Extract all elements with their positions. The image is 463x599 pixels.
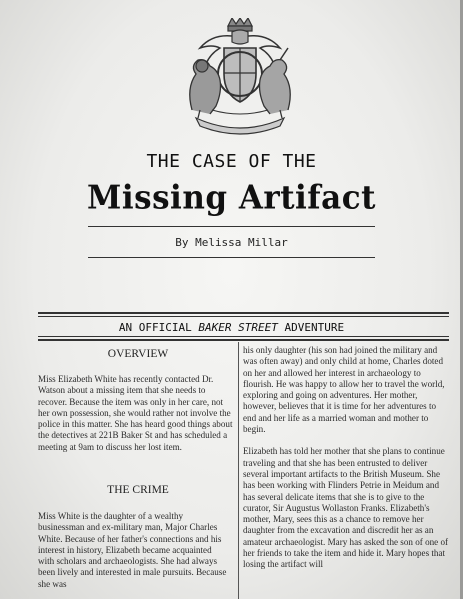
title-line-1: THE CASE OF THE [146, 151, 317, 172]
overview-heading: OVERVIEW [107, 348, 169, 360]
title-divider [88, 226, 375, 227]
byline-divider [88, 257, 375, 258]
banner-rule-bottom-thick [38, 339, 449, 341]
banner [0, 321, 463, 334]
royal-coat-of-arms-icon [176, 18, 304, 138]
title-line-2: Missing Artifact [87, 179, 376, 217]
column-divider [238, 342, 239, 599]
banner-rule-top-thick [38, 312, 449, 314]
byline: By Melissa Millar [175, 236, 288, 249]
banner-suffix: ADVENTURE [277, 321, 345, 334]
left-column [38, 342, 238, 599]
banner-rule-bottom-thin [38, 336, 449, 337]
overview-text: Miss Elizabeth White has recently contacted Dr. Watson about a missing item that she needs to recover. Because the item was only in her care, not her own possession, she would rather not involve the police in this matter. She has heard good things about the detectives at 221B Baker St and has scheduled a meeting at 9am to discuss her lost item. [38, 374, 233, 452]
right-paragraph-2: Elizabeth has told her mother that she plans to continue traveling and that she has been entrusted to deliver several important artifacts to the British Museum. She has been working with Flinders Petrie in Meidum and has several delicate items that she is to give to the curator, Sir Augustus Wollaston Franks. Elizabeth's mother, Mary, sees this as a chance to remove her daughter from the excavation and discredit her as an amateur archaeologist. Mary has asked the son of one of her friends to take the item and hide it. Mary hopes that losing the artifact will [243, 446, 449, 570]
right-paragraph-1: his only daughter (his son had joined the military and was often away) and only child at home, Charles doted on her and allowed her interest in archaeology to flourish. He was happy to allow her to travel the world, exploring and going on adventures. Her mother, however, believes that it is time for her adventures to end and her life as a married woman and mother to begin. [243, 345, 445, 435]
banner-rule-top-thin [38, 316, 449, 317]
crime-text: Miss White is the daughter of a wealthy businessman and ex-military man, Major Charles White. Because of her father's connections and his interest in history, Elizabeth became acquainted with scholars and archaeologists. She had always been lively and interested in male pursuits. Because she was [38, 511, 227, 589]
crime-heading: THE CRIME [107, 484, 169, 496]
banner-prefix: AN OFFICIAL [118, 321, 199, 334]
banner-italic: BAKER STREET [198, 321, 278, 334]
right-column [243, 345, 449, 571]
